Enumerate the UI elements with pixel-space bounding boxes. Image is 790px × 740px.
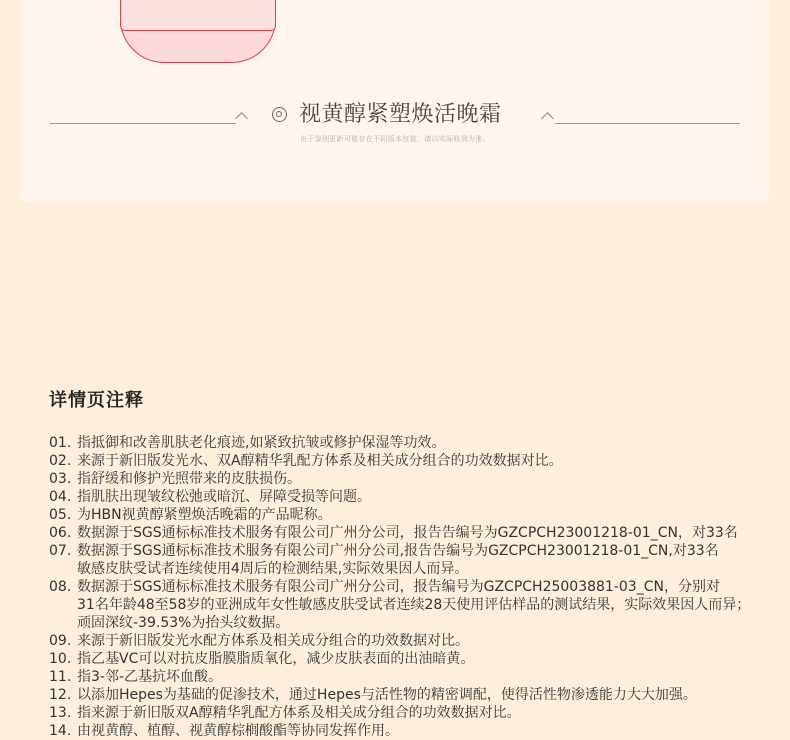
note-text: 指来源于新旧版双A醇精华乳配方体系及相关成分组合的功效数据对比。 (77, 705, 521, 721)
packaging-disclaimer: 由于鉴别更新可能存在不同版本包装，请以实际收到为准。 (300, 135, 490, 143)
note-item (49, 668, 769, 686)
note-item (49, 578, 769, 632)
note-item (49, 506, 769, 524)
note-item (49, 650, 769, 668)
title-divider-right (555, 123, 740, 124)
note-number: 08. (49, 579, 72, 595)
note-text: 由视黄醇、植醇、视黄醇棕榈酸酯等协同发挥作用。 (77, 723, 399, 739)
notes-heading: 详情页注释 (49, 390, 144, 411)
note-text: 以添加Hepes为基础的促渗技术，通过Hepes与活性物的精密调配，使得活性物渗透能力大大加强。 (77, 687, 697, 703)
note-item (49, 686, 769, 704)
note-text: 数据源于SGS通标标准技术服务有限公司广州分公司,报告告编号为GZCPCH23001218-01_CN,对33名 敏感皮肤受试者连续使用4周后的检测结果,实际效果因人而异。 (77, 543, 719, 577)
note-item (49, 488, 769, 506)
note-item (49, 632, 769, 650)
note-item (49, 542, 769, 578)
title-divider-left (50, 123, 236, 124)
note-item (49, 524, 769, 542)
note-number: 01. (49, 435, 72, 451)
note-number: 07. (49, 543, 72, 559)
note-text: 数据源于SGS通标标准技术服务有限公司广州分公司，报告告编号为GZCPCH23001218-01_CN，对33名 (77, 525, 738, 541)
note-number: 09. (49, 633, 72, 649)
note-item (49, 704, 769, 722)
note-text: 指肌肤出现皱纹松弛或暗沉、屏障受损等问题。 (77, 489, 371, 505)
cream-jar-image (120, 0, 276, 63)
note-number: 13. (49, 705, 72, 721)
note-text: 为HBN视黄醇紧塑焕活晚霜的产品昵称。 (77, 507, 332, 523)
note-number: 14. (49, 723, 72, 739)
note-number: 03. (49, 471, 72, 487)
product-title-text: 视黄醇紧塑焕活晚霜 (299, 102, 502, 127)
note-text: 数据源于SGS通标标准技术服务有限公司广州分公司，报告编号为GZCPCH25003881-03_CN，分别对 31名年龄48至58岁的亚洲成年女性敏感皮肤受试者连续28天使用评估样品的测试结果，实际效果因人而异； 顽固深纹-39.53%为抬头纹数据。 (77, 579, 751, 631)
product-title (272, 100, 502, 130)
note-text: 指舒缓和修护光照带来的皮肤损伤。 (77, 471, 301, 487)
note-number: 06. (49, 525, 72, 541)
note-number: 05. (49, 507, 72, 523)
note-item (49, 722, 769, 740)
note-item (49, 434, 769, 452)
note-text: 指3-邻-乙基抗坏血酸。 (77, 669, 223, 685)
note-text: 来源于新旧版发光水、双A醇精华乳配方体系及相关成分组合的功效数据对比。 (77, 453, 563, 469)
note-item (49, 452, 769, 470)
note-number: 11. (49, 669, 72, 685)
note-number: 02. (49, 453, 72, 469)
note-text: 指乙基VC可以对抗皮脂膜脂质氧化，减少皮肤表面的出油暗黄。 (77, 651, 475, 667)
note-number: 10. (49, 651, 72, 667)
circle-bullet-icon (272, 107, 287, 122)
note-number: 12. (49, 687, 72, 703)
notes-list (49, 434, 769, 740)
note-item (49, 470, 769, 488)
note-text: 指抵御和改善肌肤老化痕迹,如紧致抗皱或修护保湿等功效。 (77, 435, 446, 451)
note-number: 04. (49, 489, 72, 505)
note-text: 来源于新旧版发光水配方体系及相关成分组合的功效数据对比。 (77, 633, 469, 649)
